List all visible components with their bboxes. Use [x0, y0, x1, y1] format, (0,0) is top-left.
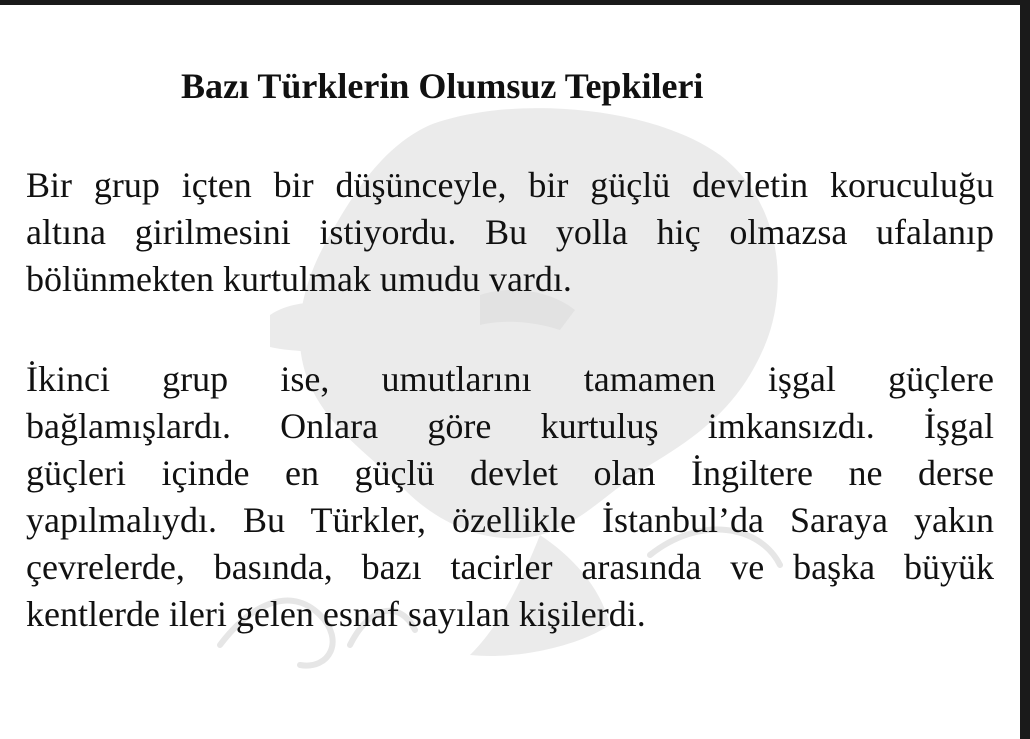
paragraph-line: çevrelerde, basında, bazı tacirler arasında ve başka büyük: [26, 547, 994, 587]
paragraph-line: altına girilmesini istiyordu. Bu yolla hiç olmazsa ufalanıp: [26, 212, 994, 252]
paragraph-2: [26, 356, 994, 638]
paragraph-line: bağlamışlardı. Onlara göre kurtuluş imkansızdı. İşgal: [26, 406, 994, 446]
paragraph-1: [26, 162, 994, 303]
top-frame-bar: [0, 0, 1030, 5]
paragraph-line: İkinci grup ise, umutlarını tamamen işgal güçlere: [26, 359, 994, 399]
paragraph-line: Bir grup içten bir düşünceyle, bir güçlü devletin koruculuğu: [26, 165, 994, 205]
paragraph-line: bölünmekten kurtulmak umudu vardı.: [26, 259, 572, 299]
paragraph-line: yapılmalıydı. Bu Türkler, özellikle İstanbul’da Saraya yakın: [26, 500, 994, 540]
paragraph-line: kentlerde ileri gelen esnaf sayılan kişilerdi.: [26, 594, 646, 634]
page-title: Bazı Türklerin Olumsuz Tepkileri: [181, 66, 704, 106]
right-frame-bar: [1020, 0, 1030, 739]
paragraph-line: güçleri içinde en güçlü devlet olan İngiltere ne derse: [26, 453, 994, 493]
